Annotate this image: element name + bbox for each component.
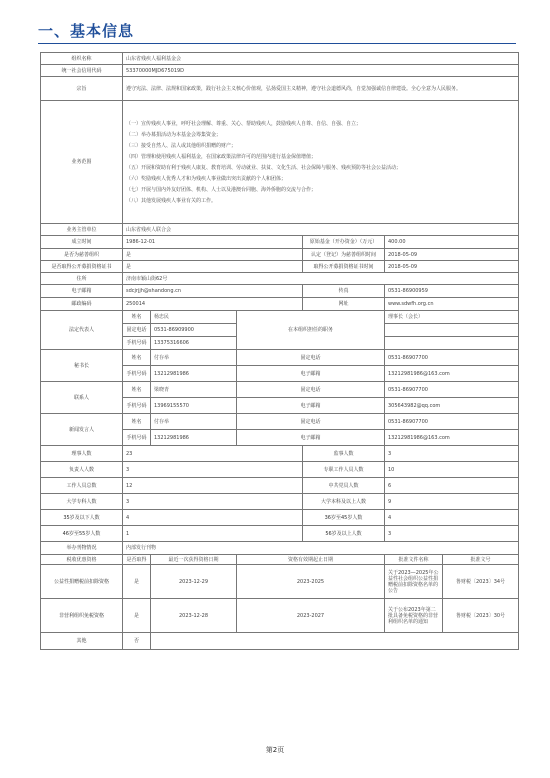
stat-value: 9: [385, 494, 519, 510]
tax-header: 税收优惠资格: [41, 555, 123, 565]
spokesman-mobile-label: 手机号码: [123, 430, 151, 446]
tax-doc: 关于2023—2025年公益性社会组织公益性捐赠税前扣除资格名单的公告: [385, 565, 443, 599]
other-post-blank: [385, 324, 519, 337]
secretary-label: 秘书长: [41, 350, 123, 382]
contact-name: 梁晓青: [151, 382, 237, 398]
other-value: 否: [123, 633, 151, 650]
legal-rep-phone: 0531-86909900: [151, 324, 237, 337]
public-cert-label: 是否取得公开募捐资格证书: [41, 261, 123, 273]
stat-label: 46岁至55岁人数: [41, 526, 123, 542]
stat-value: 10: [385, 462, 519, 478]
legal-rep-name-label: 姓名: [123, 311, 151, 324]
tax-no: 鲁财税〔2023〕34号: [443, 565, 519, 599]
spokesman-name: 付存举: [151, 414, 237, 430]
recognized-value: 2018-05-09: [385, 249, 519, 261]
scope-label: 业务范围: [41, 101, 123, 224]
fax-label: 传真: [303, 285, 385, 298]
title-divider: [38, 43, 516, 44]
founded-value: 1986-12-01: [123, 236, 303, 249]
contact-mobile-label: 手机号码: [123, 398, 151, 414]
tax-got: 是: [123, 599, 151, 633]
scope-item: （三）接受自然人、法人或其他组织捐赠的财产；: [126, 142, 237, 149]
stat-value: 3: [123, 494, 303, 510]
page-number: 第2页: [265, 746, 285, 754]
scope-value: [123, 101, 519, 224]
org-name-label: 组织名称: [41, 53, 123, 65]
email-value: sdcjrjjh@shandong.cn: [123, 285, 303, 298]
other-blank: [151, 633, 519, 650]
secretary-name-label: 姓名: [123, 350, 151, 366]
tax-header: 是否取得: [123, 555, 151, 565]
stat-label: 理事人数: [41, 446, 123, 462]
scope-item: （四）管理和使用残疾人福利基金，在国家政策法律许可的范围内进行基金保值增值；: [126, 153, 317, 160]
public-cert-value: 是: [123, 261, 303, 273]
address-label: 住所: [41, 273, 123, 285]
secretary-email: 13212981986@163.com: [385, 366, 519, 382]
spokesman-phone: 0531-86907700: [385, 414, 519, 430]
address-value: 济南市颖山街62号: [123, 273, 519, 285]
fund-label: 原始基金（开办资金）（万元）: [303, 236, 385, 249]
other-post-value: 理事长（会长）: [385, 311, 519, 324]
contact-phone: 0531-86907700: [385, 382, 519, 398]
tax-header: 批准文件名称: [385, 555, 443, 565]
postcode-label: 邮政编码: [41, 298, 123, 311]
scope-item: （七）开展与国内外友好团体、机构、人士以及港澳台同胞、海外侨胞的交流与合作；: [126, 186, 317, 193]
tax-period: 2023-2025: [237, 565, 385, 599]
legal-rep-phone-label: 固定电话: [123, 324, 151, 337]
tax-header: 批准文号: [443, 555, 519, 565]
scope-item: （六）奖励残疾人优秀人才和为残疾人事业做出突出贡献的个人和团体；: [126, 175, 287, 182]
secretary-name: 付存举: [151, 350, 237, 366]
contact-phone-label: 固定电话: [237, 382, 385, 398]
tax-type: 公益性捐赠税前扣除资格: [41, 565, 123, 599]
stat-label: 工作人员总数: [41, 478, 123, 494]
public-cert-time-label: 取得公开募捐资格证书时间: [303, 261, 385, 273]
stat-label: 监事人数: [303, 446, 385, 462]
stat-label: 56岁及以上人数: [303, 526, 385, 542]
tax-period: 2023-2027: [237, 599, 385, 633]
other-post-label: 在本组织担任的职务: [237, 311, 385, 350]
spokesman-label: 新闻发言人: [41, 414, 123, 446]
public-cert-time-value: 2018-05-09: [385, 261, 519, 273]
legal-rep-mobile-label: 手机号码: [123, 337, 151, 350]
scope-item: （二）举办募捐活动为本基金会筹集资金；: [126, 131, 222, 138]
fax-value: 0531-86900959: [385, 285, 519, 298]
stat-label: 35岁及以下人数: [41, 510, 123, 526]
tax-no: 鲁财税〔2023〕30号: [443, 599, 519, 633]
branch-label: 举办刊物情况: [41, 542, 123, 555]
spokesman-phone-label: 固定电话: [237, 414, 385, 430]
purpose-label: 宗旨: [41, 77, 123, 101]
stat-value: 4: [385, 510, 519, 526]
stat-label: 负责人人数: [41, 462, 123, 478]
spokesman-email: 13212981986@163.com: [385, 430, 519, 446]
spokesman-email-label: 电子邮箱: [237, 430, 385, 446]
stat-label: 大学专科人数: [41, 494, 123, 510]
website-label: 网址: [303, 298, 385, 311]
other-post-blank: [385, 337, 519, 350]
tax-date: 2023-12-29: [151, 565, 237, 599]
spokesman-mobile: 13212981986: [151, 430, 237, 446]
tax-doc: 关于公布2023年第二批具备免税资格的非营利组织名单的通知: [385, 599, 443, 633]
stat-value: 23: [123, 446, 303, 462]
stat-label: 大学本科及以上人数: [303, 494, 385, 510]
founded-label: 成立时间: [41, 236, 123, 249]
stat-label: 36岁至45岁人数: [303, 510, 385, 526]
legal-rep-label: 法定代表人: [41, 311, 123, 350]
secretary-email-label: 电子邮箱: [237, 366, 385, 382]
stat-label: 中共党员人数: [303, 478, 385, 494]
contact-label: 联系人: [41, 382, 123, 414]
legal-rep-mobile: 13375316606: [151, 337, 237, 350]
email-label: 电子邮箱: [41, 285, 123, 298]
stat-value: 3: [123, 462, 303, 478]
org-name-value: 山东省残疾人福利基金会: [123, 53, 519, 65]
secretary-mobile-label: 手机号码: [123, 366, 151, 382]
stat-value: 3: [385, 526, 519, 542]
fund-value: 400.00: [385, 236, 519, 249]
other-label: 其他: [41, 633, 123, 650]
stat-value: 12: [123, 478, 303, 494]
supervisor-value: 山东省残疾人联合会: [123, 224, 519, 236]
basic-info-table: [40, 52, 519, 650]
secretary-phone: 0531-86907700: [385, 350, 519, 366]
website-value: www.sdwfh.org.cn: [385, 298, 519, 311]
contact-email: 305643982@qq.com: [385, 398, 519, 414]
contact-mobile: 13969155570: [151, 398, 237, 414]
scope-item: （一）宣传残疾人事业，呼吁社会理解、尊重、关心、帮助残疾人，鼓励残疾人自尊、自信、自强、自立；: [126, 120, 362, 127]
purpose-value: 遵守宪法、法律、法规和国家政策，践行社会主义核心价值观，弘扬爱国主义精神，遵守社会道德风尚，自觉加强诚信自律建设。全心全意为人民服务。: [123, 77, 519, 101]
contact-name-label: 姓名: [123, 382, 151, 398]
branch-value: 内部发行刊物: [123, 542, 519, 555]
charity-label: 是否为慈善组织: [41, 249, 123, 261]
postcode-value: 250014: [123, 298, 303, 311]
supervisor-label: 业务主管单位: [41, 224, 123, 236]
legal-rep-name: 杨忠民: [151, 311, 237, 324]
stat-value: 4: [123, 510, 303, 526]
scope-item: （八）其他发展残疾人事业有关的工作。: [126, 197, 217, 204]
secretary-phone-label: 固定电话: [237, 350, 385, 366]
tax-header: 最近一次获得资格日期: [151, 555, 237, 565]
scope-item: （五）开展和资助有利于残疾人康复、教育培训、劳动就业、扶贫、文化生活、社会保障与服务、残疾预防等社会公益活动；: [126, 164, 402, 171]
tax-date: 2023-12-28: [151, 599, 237, 633]
stat-value: 3: [385, 446, 519, 462]
tax-type: 非营利组织免税资格: [41, 599, 123, 633]
tax-got: 是: [123, 565, 151, 599]
recognized-label: 认定（登记）为慈善组织时间: [303, 249, 385, 261]
tax-header: 资格有效期起止日期: [237, 555, 385, 565]
stat-label: 专职工作人员人数: [303, 462, 385, 478]
spokesman-name-label: 姓名: [123, 414, 151, 430]
secretary-mobile: 13212981986: [151, 366, 237, 382]
section-title: 一、基本信息: [38, 22, 135, 40]
credit-code-label: 统一社会信用代码: [41, 65, 123, 77]
contact-email-label: 电子邮箱: [237, 398, 385, 414]
credit-code-value: 53370000MJD675019D: [123, 65, 519, 77]
stat-value: 6: [385, 478, 519, 494]
stat-value: 1: [123, 526, 303, 542]
charity-value: 是: [123, 249, 303, 261]
